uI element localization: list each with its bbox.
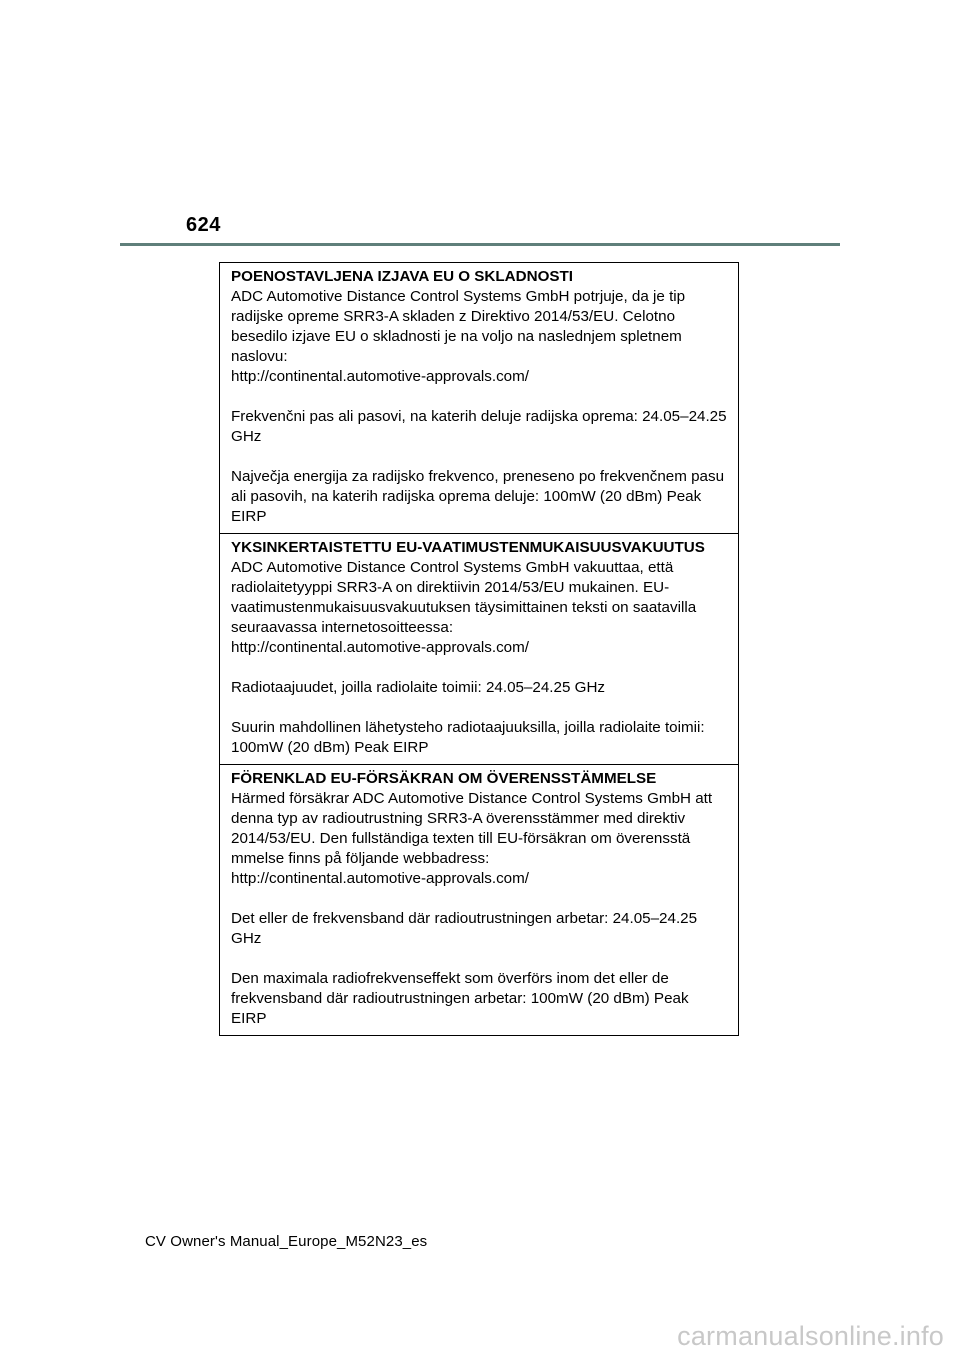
declaration-frequency: Frekvenčni pas ali pasovi, na katerih deluje radijska oprema: 24.05–24.25 GHz bbox=[231, 408, 727, 445]
declaration-intro: ADC Automotive Distance Control Systems GmbH potrjuje, da je tip radijske opreme SRR3-A skladen z Direktivo 2014/53/EU. Celotno besedilo izjave EU o skladnosti je na voljo na naslednjem spletnem naslovu: bbox=[231, 288, 686, 365]
declaration-frequency: Radiotaajuudet, joilla radiolaite toimii: 24.05–24.25 GHz bbox=[231, 679, 606, 696]
declaration-title: FÖRENKLAD EU-FÖRSÄKRAN OM ÖVERENSSTÄMMELSE bbox=[231, 770, 657, 787]
declaration-power: Suurin mahdollinen lähetysteho radiotaajuuksilla, joilla radiolaite toimii: 100mW (20 dBm) Peak EIRP bbox=[231, 719, 705, 756]
declaration-title: POENOSTAVLJENA IZJAVA EU O SKLADNOSTI bbox=[231, 268, 574, 285]
header-rule bbox=[120, 243, 840, 246]
watermark: carmanualsonline.info bbox=[677, 1321, 944, 1351]
declaration-intro: Härmed försäkrar ADC Automotive Distance Control Systems GmbH att denna typ av radioutrustning SRR3-A överensstämmer med direktiv 2014/53/EU. Den fullständiga texten till EU-försäkran om överensstä mmelse finns på följande webbadress: bbox=[231, 790, 713, 867]
declaration-url: http://continental.automotive-approvals.com/ bbox=[231, 870, 530, 887]
declaration-power: Den maximala radiofrekvenseffekt som överförs inom det eller de frekvensband där radioutrustningen arbetar: 100mW (20 dBm) Peak EIRP bbox=[231, 970, 689, 1027]
declaration-swedish bbox=[220, 765, 738, 1035]
declaration-title: YKSINKERTAISTETTU EU-VAATIMUSTENMUKAISUUSVAKUUTUS bbox=[231, 539, 705, 556]
declaration-url: http://continental.automotive-approvals.com/ bbox=[231, 368, 530, 385]
declarations-box bbox=[219, 262, 739, 1036]
declaration-url: http://continental.automotive-approvals.com/ bbox=[231, 639, 530, 656]
footer-manual-id: CV Owner's Manual_Europe_M52N23_es bbox=[145, 1233, 428, 1250]
declaration-finnish bbox=[220, 534, 738, 765]
declaration-slovenian bbox=[220, 263, 738, 534]
page-number: 624 bbox=[186, 214, 221, 236]
declaration-intro: ADC Automotive Distance Control Systems GmbH vakuuttaa, että radiolaitetyyppi SRR3-A on direktiivin 2014/53/EU mukainen. EU-vaatimustenmukaisuusvakuutuksen täysimittainen teksti on saatavilla seuraavassa internetosoitteessa: bbox=[231, 559, 697, 636]
declaration-power: Največja energija za radijsko frekvenco, preneseno po frekvenčnem pasu ali pasovih, na katerih radijska oprema deluje: 100mW (20 dBm) Peak EIRP bbox=[231, 468, 725, 525]
declaration-frequency: Det eller de frekvensband där radioutrustningen arbetar: 24.05–24.25 GHz bbox=[231, 910, 698, 947]
